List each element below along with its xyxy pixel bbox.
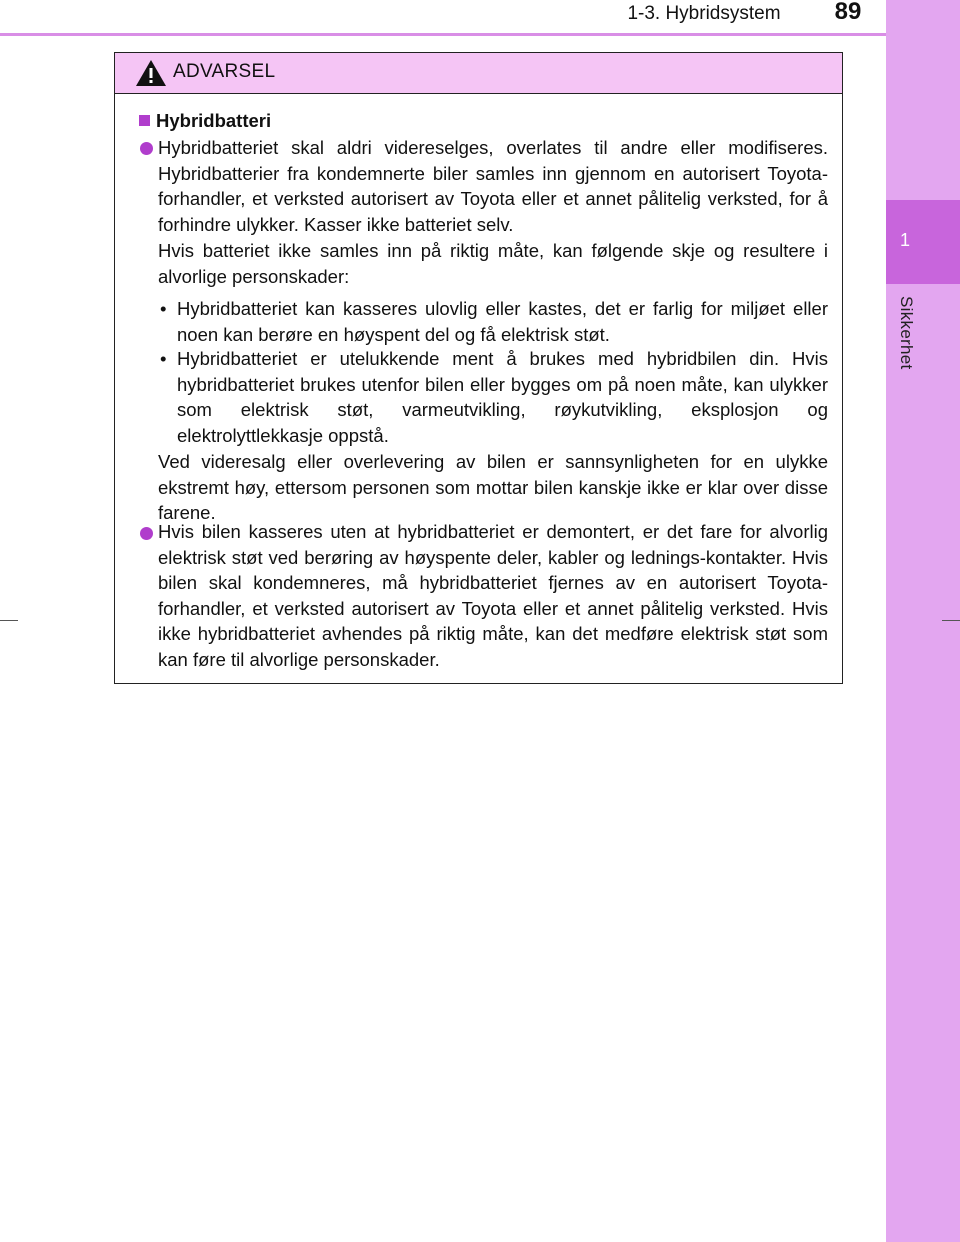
warning-header <box>115 53 842 94</box>
item-1-closing: Ved videresalg eller overlevering av bilen er sannsynligheten for en ulykke ekstremt høy, ettersom personen som mottar bilen kanskje ikke er klar over disse farene. <box>158 451 828 523</box>
square-bullet-icon <box>139 115 150 126</box>
bullet-dot: • <box>160 348 167 369</box>
list-item <box>160 296 828 347</box>
warning-triangle-icon <box>135 59 167 87</box>
crop-mark-left <box>0 620 18 621</box>
round-bullet-icon <box>140 527 153 540</box>
side-tab <box>886 0 960 1242</box>
page-number: 89 <box>834 0 862 25</box>
list-item <box>160 346 828 448</box>
side-chapter-number: 1 <box>899 230 910 250</box>
section-title-header: 1-3. Hybridsystem <box>627 3 781 24</box>
bullet-text: Hybridbatteriet kan kasseres ulovlig eller kastes, det er farlig for miljøet eller noen kan berøre en høyspent del og få elektrisk støt. <box>177 298 828 345</box>
item-2-text: Hvis bilen kasseres uten at hybridbatteriet er demontert, er det fare for alvorlig elektrisk støt ved berøring av høyspente deler, kabler og lednings-kontakter. Hvis bilen skal kondemneres, må hybridbatteriet fjernes av en autorisert Toyota-forhandler, et verksted autorisert av Toyota eller et annet pålitelig verksted. Hvis ikke hybridbatteriet avhendes på riktig måte, kan det medføre elektrisk støt som kan føre til alvorlige personskader. <box>158 521 828 670</box>
header-divider <box>0 33 886 36</box>
item-1-text: Hybridbatteriet skal aldri videreselges, overlates til andre eller modifiseres. Hybridbatterier fra kondemnerte biler samles inn gjennom en autorisert Toyota-forhandler, et verksted autorisert av Toyota eller et annet pålitelig verksted, for å forhindre ulykker. Kasser ikke batteriet selv. <box>158 137 828 235</box>
section-heading-text: Hybridbatteri <box>156 110 272 131</box>
hybrid-battery-heading <box>139 108 271 134</box>
round-bullet-icon <box>140 142 153 155</box>
side-chapter-label: Sikkerhet <box>897 296 916 370</box>
bullet-dot: • <box>160 298 167 319</box>
warning-title: ADVARSEL <box>173 61 276 82</box>
warning-box <box>114 52 843 684</box>
bullet-text: Hybridbatteriet er utelukkende ment å brukes med hybridbilen din. Hvis hybridbatteriet brukes utenfor bilen eller bygges om på noen måte, kan ulykker som elektrisk støt, varmeutvikling, røykutvikling, eksplosjon og elektrolyttlekkasje oppstå. <box>177 348 828 446</box>
crop-mark-right <box>942 620 960 621</box>
item-1-subtext: Hvis batteriet ikke samles inn på riktig måte, kan følgende skje og resultere i alvorlige personskader: <box>158 240 828 287</box>
